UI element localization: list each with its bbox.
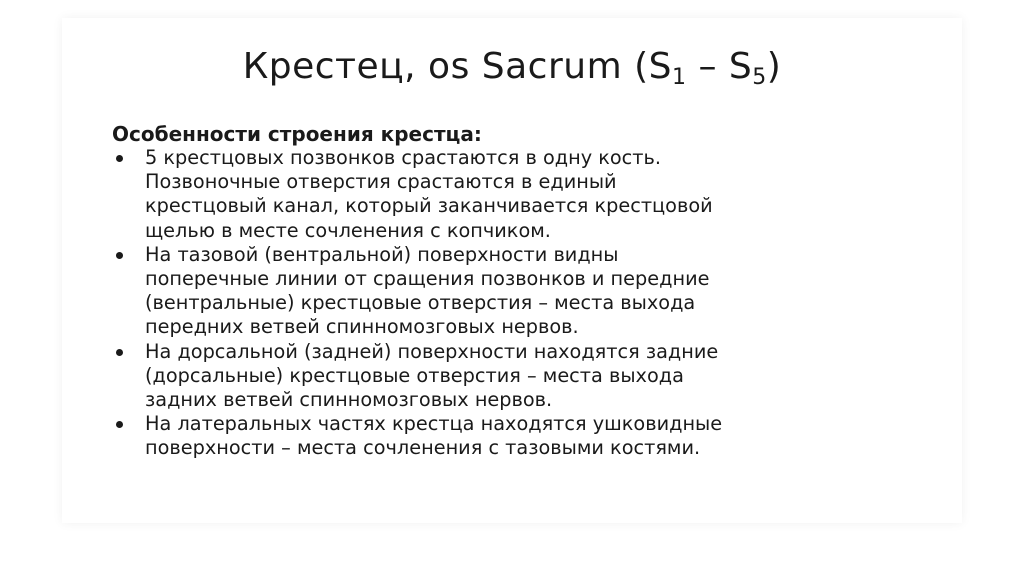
title-end: ) [766, 46, 782, 87]
title-main: Крестец, os Sacrum (S [242, 46, 673, 87]
bullet-line: задних ветвей спинномозговых нервов. [145, 388, 553, 412]
slide-title [62, 46, 962, 90]
bullet-line: поверхности – места сочленения с тазовыми костями. [145, 436, 701, 460]
bullet-dot-icon [116, 349, 123, 356]
bullet-dot-icon [116, 421, 123, 428]
bullet-line: На латеральных частях крестца находятся ушковидные [145, 412, 723, 436]
bullet-line: передних ветвей спинномозговых нервов. [145, 315, 579, 339]
bullet-item [112, 243, 892, 340]
bullet-line: 5 крестцовых позвонков срастаются в одну кость. [145, 146, 662, 169]
title-subscript-5: 5 [752, 65, 767, 90]
bullet-line: На дорсальной (задней) поверхности находятся задние [145, 339, 719, 363]
bullet-line: (вентральные) крестцовые отверстия – места выхода [145, 291, 696, 315]
bullet-line: На тазовой (вентральной) поверхности видны [145, 242, 619, 266]
title-middle: – S [686, 46, 753, 87]
bullet-dot-icon [116, 252, 123, 259]
bullet-line: щелью в месте сочленения с копчиком. [145, 218, 551, 242]
bullet-line: (дорсальные) крестцовые отверстия – места выхода [145, 363, 684, 387]
bullet-line: Позвоночные отверстия срастаются в единый [145, 170, 617, 194]
bullet-dot-icon [116, 155, 123, 162]
bullet-list [112, 146, 892, 461]
bullet-item [112, 412, 892, 460]
bullet-item [112, 146, 892, 243]
bullet-line: крестцовый канал, который заканчивается крестцовой [145, 194, 713, 218]
bullet-item [112, 340, 892, 413]
section-heading: Особенности строения крестца: [112, 122, 482, 146]
bullet-line: поперечные линии от сращения позвонков и передние [145, 267, 710, 291]
slide [62, 18, 962, 523]
title-subscript-1: 1 [672, 65, 687, 90]
